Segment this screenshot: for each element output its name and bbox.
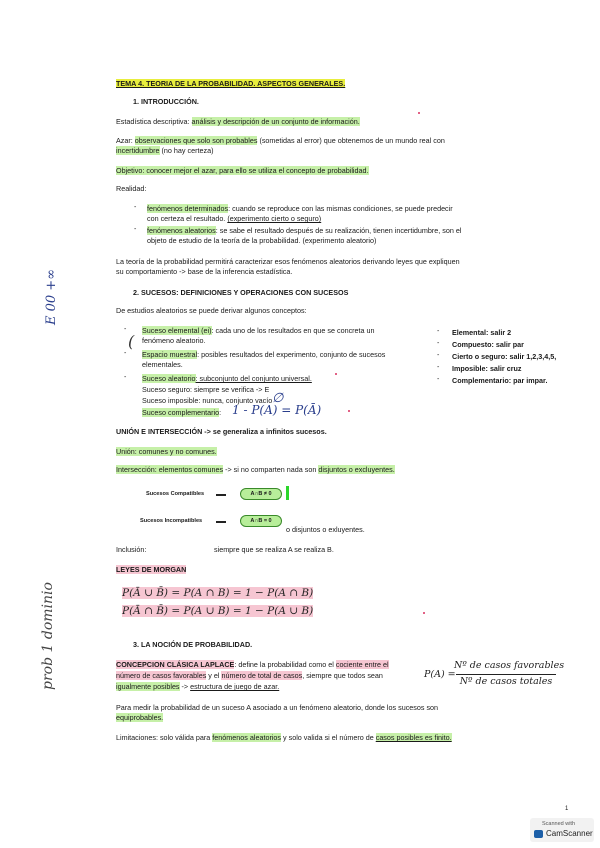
example-compound: Compuesto: salir par — [452, 340, 524, 349]
azar-line-2: incertidumbre (no hay certeza) — [116, 146, 214, 155]
laplace-formula-lhs: P(A) = — [424, 669, 456, 680]
measure-paragraph-line-2: equiprobables. — [116, 713, 164, 722]
morgan-formula-1: P(Ā ∪ B̄) = P(A ∩ B) = 1 − P(A ∩ B) — [122, 587, 314, 599]
incompatible-dash — [216, 521, 226, 523]
intersection-line: Intersección: elementos comunes -> si no comparten nada son disjuntos o excluyentes. — [116, 465, 395, 474]
camscanner-label: CamScanner — [546, 829, 593, 838]
compatible-pill: A∩B ≠ 0 — [240, 488, 282, 500]
elemental-event-line-1: Suceso elemental (ei): cada uno de los resultados en que se concreta un — [142, 326, 375, 335]
handwritten-empty-set: ∅ — [272, 391, 284, 406]
disjoint-note: o disjuntos o exluyentes. — [286, 525, 365, 534]
determined-phenomena-line-2: con certeza el resultado. (experimento cierto o seguro) — [147, 214, 322, 223]
camscanner-badge — [530, 818, 594, 842]
laplace-formula-denominator: Nº de casos totales — [459, 676, 553, 687]
random-phenomena-line-1: fenómenos aleatorios: se sabe el resultado después de su realización, tienen incertidumbre, son el — [147, 226, 462, 235]
inclusion-label: Inclusión: — [116, 545, 147, 554]
page-number: 1 — [565, 806, 569, 812]
scanned-with-label: Scanned with — [542, 821, 576, 827]
bullet-dash: - — [437, 364, 440, 371]
morgan-formula-2: P(Ā ∩ B̄) = P(A ∪ B) = 1 − P(A ∪ B) — [122, 605, 314, 617]
sample-space-line-1: Espacio muestral: posibles resultados del experimento, conjunto de sucesos — [142, 350, 386, 359]
impossible-event-line: Suceso imposible: nunca, conjunto vacío — [142, 396, 273, 405]
bullet-dash: - — [437, 352, 440, 359]
concepts-intro: De estudios aleatorios se puede derivar algunos conceptos: — [116, 306, 307, 315]
elemental-event-line-2: fenómeno aleatorio. — [142, 336, 206, 345]
left-bracket-stroke: ( — [128, 332, 135, 351]
bullet-dash: - — [134, 226, 137, 233]
bullet-dash: - — [134, 204, 137, 211]
incompatible-events-label: Sucesos Incompatibles — [140, 518, 203, 524]
compatible-dash — [216, 494, 226, 496]
laplace-line-3: igualmente posibles -> estructura de juego de azar. — [116, 682, 280, 691]
section-2-heading: 2. SUCESOS: DEFINICIONES Y OPERACIONES CON SUCESOS — [133, 288, 349, 297]
morgan-laws-heading: LEYES DE MORGAN — [116, 565, 187, 574]
compatible-events-label: Sucesos Compatibles — [146, 491, 205, 497]
margin-handwriting-top: E 00 +∞ — [44, 268, 59, 325]
section-3-heading: 3. LA NOCIÓN DE PROBABILIDAD. — [133, 640, 253, 649]
fraction-bar — [456, 674, 556, 675]
margin-handwriting-bottom: prob 1 dominio — [40, 582, 56, 690]
bullet-dash: - — [124, 350, 127, 357]
bullet-dash: - — [437, 376, 440, 383]
union-line: Unión: comunes y no comunes. — [116, 447, 217, 456]
random-phenomena-line-2: objeto de estudio de la teoría de la probabilidad. (experimento aleatorio) — [147, 236, 377, 245]
bullet-dash: - — [437, 340, 440, 347]
handwritten-complement-formula: 1 - P(A) = P(Ā) — [232, 403, 322, 417]
laplace-formula-numerator: Nº de casos favorables — [454, 660, 565, 671]
example-impossible: Imposible: salir cruz — [452, 364, 522, 373]
green-marker-stroke — [286, 486, 289, 500]
bullet-dash: - — [124, 326, 127, 333]
sample-space-line-2: elementales. — [142, 360, 183, 369]
bullet-dash: - — [124, 374, 127, 381]
sure-event-line: Suceso seguro: siempre se verifica -> E — [142, 385, 270, 394]
inclusion-definition: siempre que se realiza A se realiza B. — [214, 545, 334, 554]
probability-theory-paragraph-line-2: su comportamiento -> base de la inferencia estadística. — [116, 267, 293, 276]
azar-line-1: Azar: observaciones que solo son probables (sometidas al error) que obtenemos de un mundo real con — [116, 136, 445, 145]
probability-theory-paragraph-line-1: La teoría de la probabilidad permitirá caracterizar esos fenómenos aleatorios derivando leyes que expliquen — [116, 257, 460, 266]
random-event-line: Suceso aleatorio: subconjunto del conjunto universal. — [142, 374, 312, 383]
example-elemental: Elemental: salir 2 — [452, 328, 512, 337]
limitations-line: Limitaciones: solo válida para fenómenos aleatorios y solo valida si el número de casos posibles es finito. — [116, 733, 452, 742]
realidad-label: Realidad: — [116, 184, 147, 193]
example-complementary: Complementario: par impar. — [452, 376, 548, 385]
camscanner-logo-icon — [534, 830, 543, 838]
complementary-event-line: Suceso complementario: — [142, 408, 222, 417]
red-speck — [348, 410, 350, 412]
determined-phenomena-line-1: fenómenos determinados: cuando se reproduce con las mismas condiciones, se puede predecir — [147, 204, 453, 213]
union-intersection-line: UNIÓN E INTERSECCIÓN -> se generaliza a infinitos sucesos. — [116, 427, 327, 436]
laplace-line-2: número de casos favorables y el número de total de casos, siempre que todos sean — [116, 671, 383, 680]
red-speck — [423, 612, 425, 614]
measure-paragraph-line-1: Para medir la probabilidad de un suceso A asociado a un fenómeno aleatorio, donde los sucesos son — [116, 703, 439, 712]
section-1-heading: 1. INTRODUCCIÓN. — [133, 97, 199, 106]
example-sure: Cierto o seguro: salir 1,2,3,4,5, — [452, 352, 557, 361]
laplace-line-1: CONCEPCION CLÁSICA LAPLACE: define la probabilidad como el cociente entre el — [116, 660, 389, 669]
incompatible-pill: A∩B = 0 — [240, 515, 282, 527]
page-title: TEMA 4. TEORIA DE LA PROBABILIDAD. ASPECTOS GENERALES. — [116, 79, 346, 88]
bullet-dash: - — [437, 328, 440, 335]
red-speck — [418, 112, 420, 114]
descriptive-statistics-line: Estadística descriptiva: análisis y descripción de un conjunto de información. — [116, 117, 360, 126]
red-speck — [335, 373, 337, 375]
objetivo-line: Objetivo: conocer mejor el azar, para ello se utiliza el concepto de probabilidad. — [116, 166, 369, 175]
